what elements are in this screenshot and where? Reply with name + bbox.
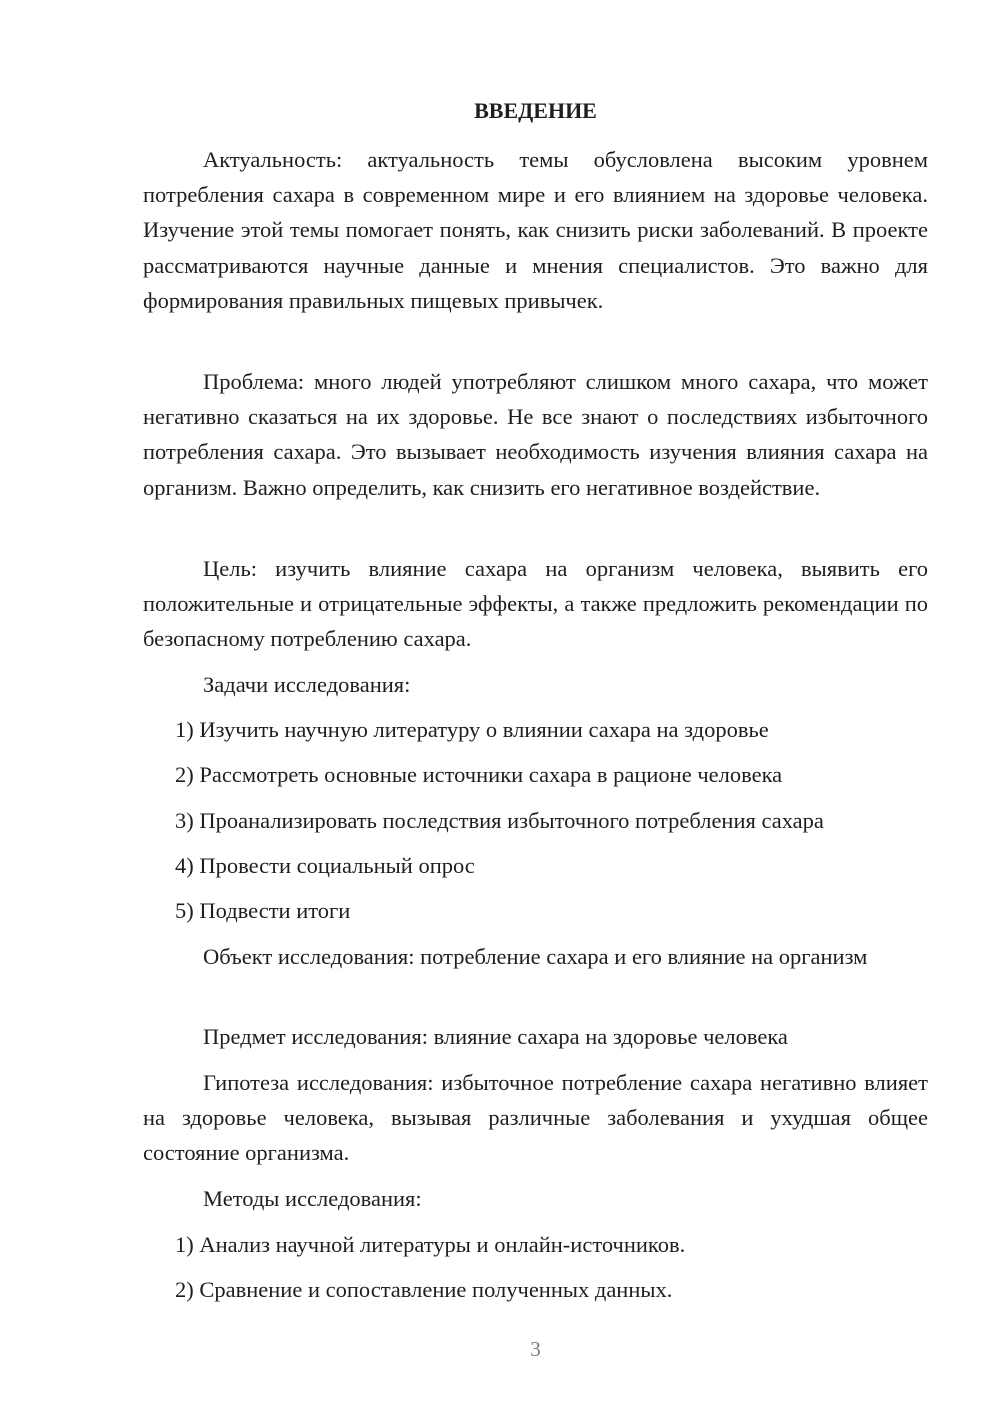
object-paragraph: Объект исследования: потребление сахара и его влияние на организм — [203, 944, 868, 969]
document-page — [143, 0, 928, 1414]
task-item-2: 2) Рассмотреть основные источники сахара в рационе человека — [175, 762, 783, 787]
method-item-1: 1) Анализ научной литературы и онлайн-источников. — [175, 1232, 686, 1257]
problem-paragraph: Проблема: много людей употребляют слишком много сахара, что может негативно сказаться на их здоровье. Не все знают о последствиях избыточного потребления сахара. Это вызывает необходимость изучения влияния сахара на организм. Важно определить, как снизить его негативное воздействие. — [143, 369, 928, 500]
subject-paragraph: Предмет исследования: влияние сахара на здоровье человека — [203, 1024, 788, 1049]
hypothesis-paragraph: Гипотеза исследования: избыточное потребление сахара негативно влияет на здоровье человека, вызывая различные заболевания и ухудшая общее состояние организма. — [143, 1070, 928, 1166]
methods-heading: Методы исследования: — [203, 1186, 422, 1211]
page-title: ВВЕДЕНИЕ — [474, 98, 597, 123]
page-number: 3 — [530, 1337, 541, 1361]
method-item-2: 2) Сравнение и сопоставление полученных данных. — [175, 1277, 673, 1302]
task-item-5: 5) Подвести итоги — [175, 898, 351, 923]
task-item-3: 3) Проанализировать последствия избыточного потребления сахара — [175, 808, 824, 833]
task-item-1: 1) Изучить научную литературу о влиянии сахара на здоровье — [175, 717, 769, 742]
goal-paragraph: Цель: изучить влияние сахара на организм человека, выявить его положительные и отрицательные эффекты, а также предложить рекомендации по безопасному потреблению сахара. — [143, 556, 928, 652]
task-item-4: 4) Провести социальный опрос — [175, 853, 475, 878]
relevance-paragraph: Актуальность: актуальность темы обусловлена высоким уровнем потребления сахара в современном мире и его влиянием на здоровье человека. Изучение этой темы помогает понять, как снизить риски заболеваний. В проекте рассматриваются научные данные и мнения специалистов. Это важно для формирования правильных пищевых привычек. — [143, 147, 928, 313]
tasks-heading: Задачи исследования: — [203, 672, 411, 697]
